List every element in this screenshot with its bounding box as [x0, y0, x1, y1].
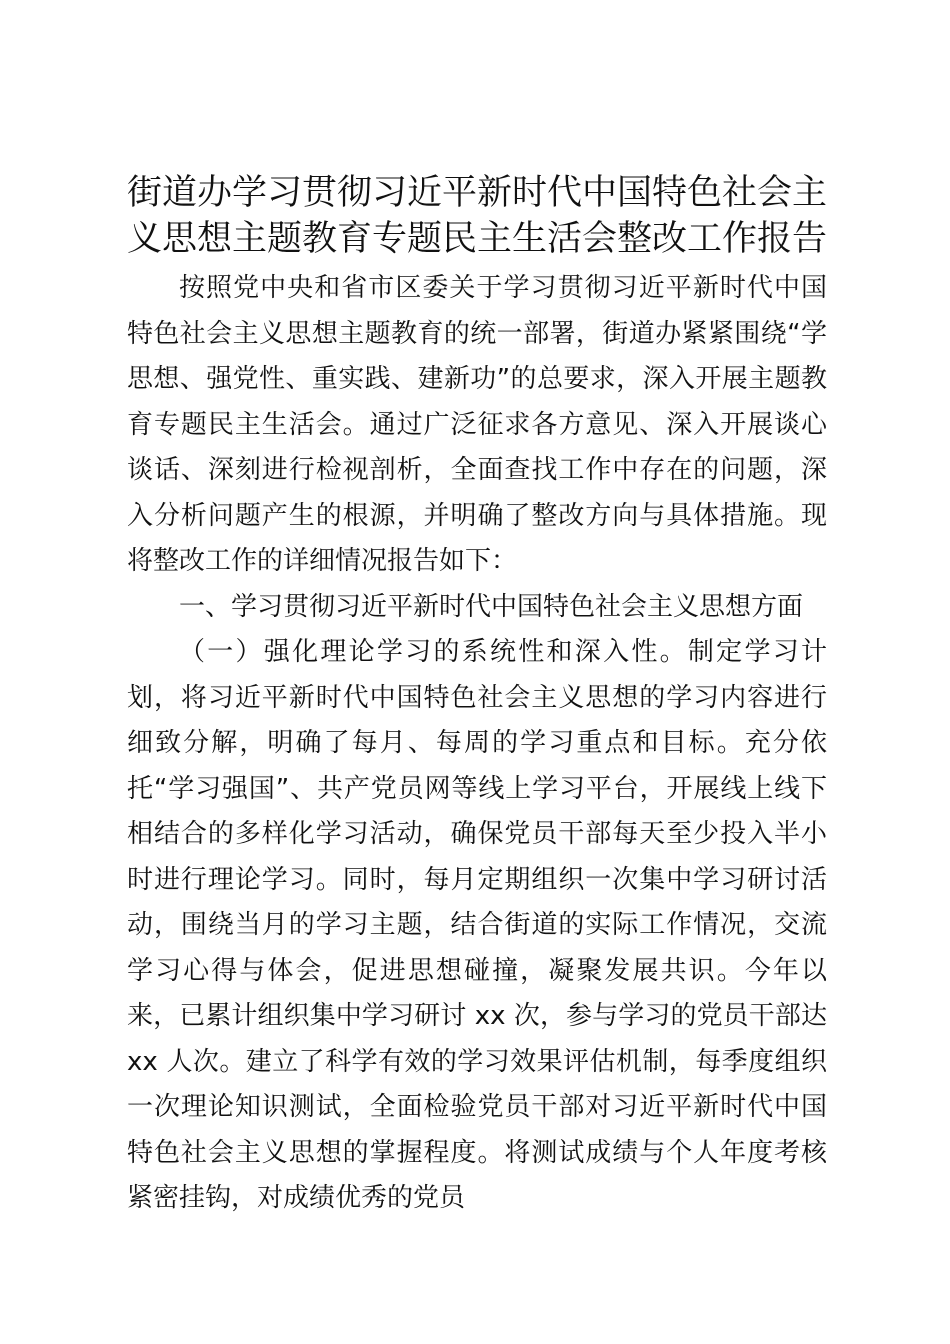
document-title: 街道办学习贯彻习近平新时代中国特色社会主义思想主题教育专题民主生活会整改工作报告	[127, 173, 828, 259]
section-heading: 一、学习贯彻习近平新时代中国特色社会主义思想方面	[179, 591, 804, 622]
intro-paragraph: 按照党中央和省市区委关于学习贯彻习近平新时代中国特色社会主义思想主题教育的统一部署，街道办紧紧围绕“学思想、强党性、重实践、建新功”的总要求，深入开展主题教育专题民主生活会。通过广泛征求各方意见、深入开展谈心谈话、深刻进行检视剖析，全面查找工作中存在的问题，深入分析问题产生的根源，并明确了整改方向与具体措施。现将整改工作的详细情况报告如下：	[127, 273, 827, 576]
body-paragraph: （一）强化理论学习的系统性和深入性。制定学习计划，将习近平新时代中国特色社会主义思想的学习内容进行细致分解，明确了每月、每周的学习重点和目标。充分依托“学习强国”、共产党员网等线上学习平台，开展线上线下相结合的多样化学习活动，确保党员干部每天至少投入半小时进行理论学习。同时，每月定期组织一次集中学习研讨活动，围绕当月的学习主题，结合街道的实际工作情况，交流学习心得与体会，促进思想碰撞，凝聚发展共识。今年以来，已累计组织集中学习研讨 xx 次，参与学习的党员干部达 xx 人次。建立了科学有效的学习效果评估机制，每季度组织一次理论知识测试，全面检验党员干部对习近平新时代中国特色社会主义思想的掌握程度。将测试成绩与个人年度考核紧密挂钩，对成绩优秀的党员	[127, 637, 827, 1213]
document-page	[127, 170, 827, 1222]
